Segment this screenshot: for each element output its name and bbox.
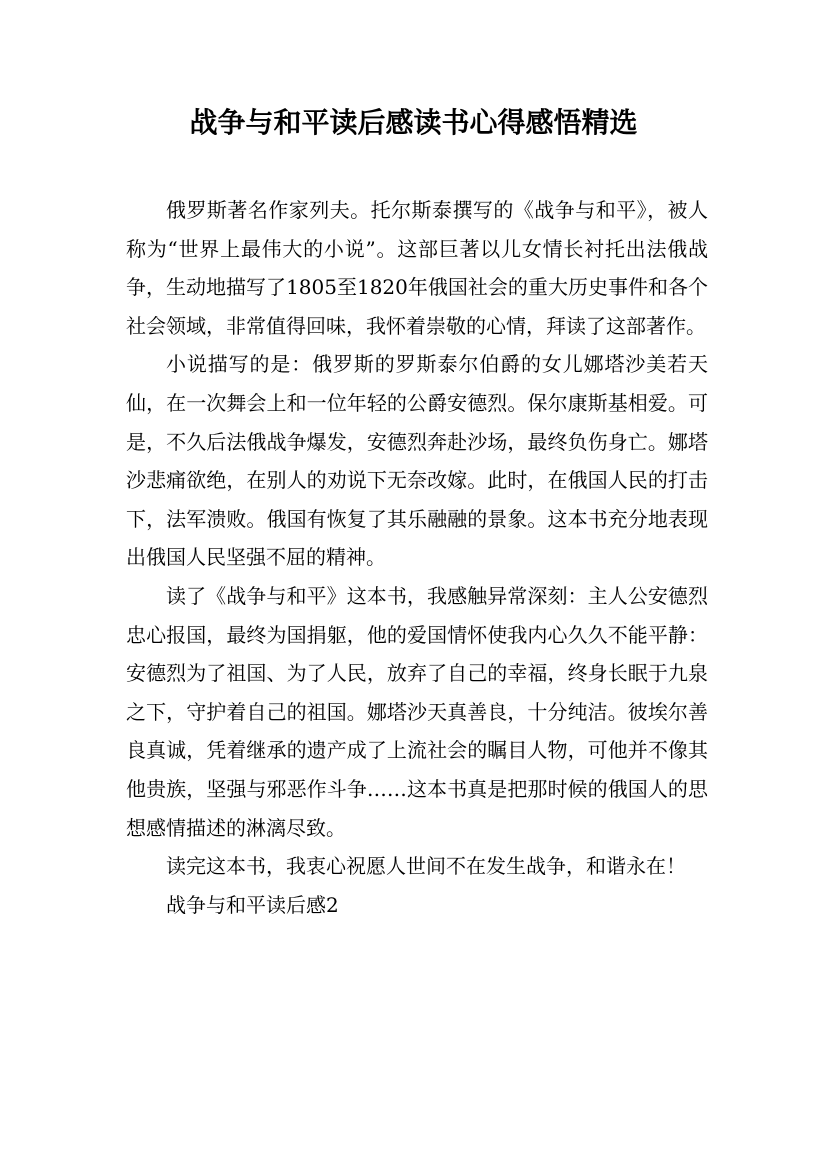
paragraph-intro: 俄罗斯著名作家列夫。托尔斯泰撰写的《战争与和平》，被人称为“世界上最伟大的小说”。这部巨著以儿女情长衬托出法俄战争，生动地描写了1805至1820年俄国社会的重大历史事件和各个社会领域，非常值得回味，我怀着崇敬的心情，拜读了这部著作。 [126,198,708,338]
paragraph-reflection: 读了《战争与和平》这本书，我感触异常深刻：主人公安德烈忠心报国，最终为国捐躯，他的爱国情怀使我内心久久不能平静：安德烈为了祖国、为了人民，放弃了自己的幸福，终身长眠于九泉之下，守护着自己的祖国。娜塔沙天真善良，十分纯洁。彼埃尔善良真诚，凭着继承的遗产成了上流社会的瞩目人物，可他并不像其他贵族，坚强与邪恶作斗争……这本书真是把那时候的俄国人的思想感情描述的淋漓尽致。 [126,583,708,840]
document-title: 战争与和平读后感读书心得感悟精选 [189,106,638,139]
section-heading: 战争与和平读后感2 [166,892,339,917]
document-body [126,191,708,924]
paragraph-plot: 小说描写的是：俄罗斯的罗斯泰尔伯爵的女儿娜塔沙美若天仙，在一次舞会上和一位年轻的公爵安德烈。保尔康斯基相爱。可是，不久后法俄战争爆发，安德烈奔赴沙场，最终负伤身亡。娜塔沙悲痛欲绝，在别人的劝说下无奈改嫁。此时，在俄国人民的打击下，法军溃败。俄国有恢复了其乐融融的景象。这本书充分地表现出俄国人民坚强不屈的精神。 [126,352,708,570]
paragraph-conclusion: 读完这本书，我衷心祝愿人世间不在发生战争，和谐永在！ [166,854,686,879]
